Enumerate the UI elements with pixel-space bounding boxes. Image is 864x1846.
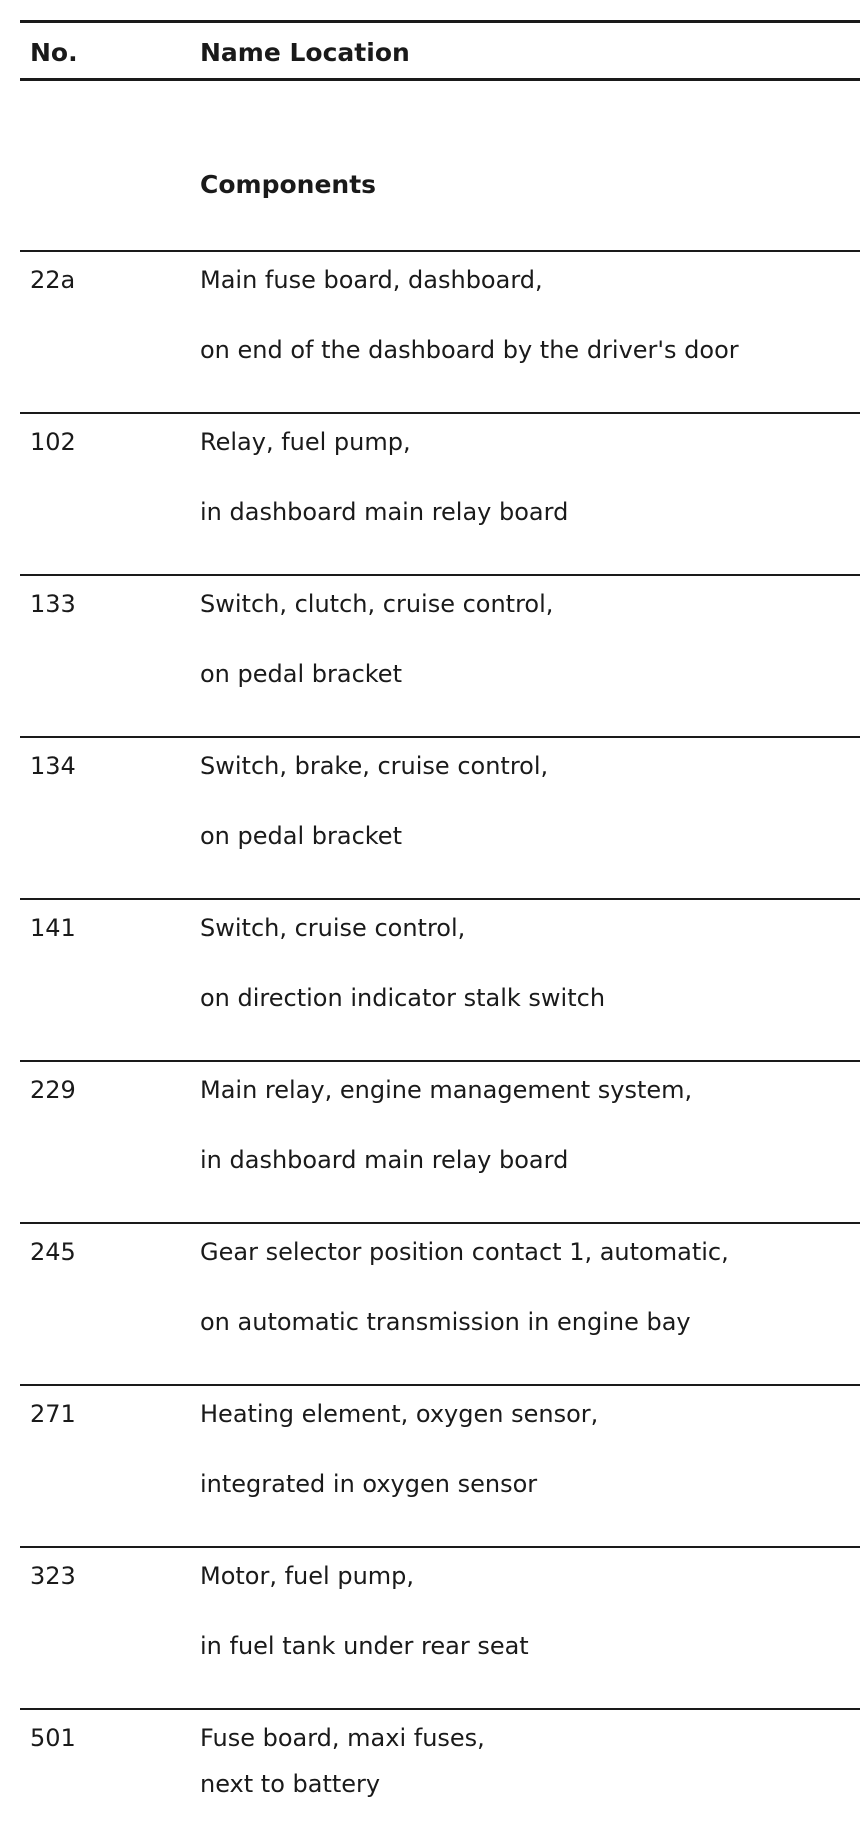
row-location: on pedal bracket xyxy=(200,822,402,850)
row-number: 245 xyxy=(30,1238,76,1266)
row-name: Switch, cruise control, xyxy=(200,914,466,942)
row-number: 134 xyxy=(30,752,76,780)
row-number: 102 xyxy=(30,428,76,456)
row-rule xyxy=(20,1060,860,1062)
row-rule xyxy=(20,412,860,414)
row-rule xyxy=(20,1546,860,1548)
row-location: on direction indicator stalk switch xyxy=(200,984,606,1012)
row-rule xyxy=(20,898,860,900)
row-location: in fuel tank under rear seat xyxy=(200,1632,529,1660)
row-name: Switch, brake, cruise control, xyxy=(200,752,549,780)
row-name: Relay, fuel pump, xyxy=(200,428,411,456)
row-name: Heating element, oxygen sensor, xyxy=(200,1400,599,1428)
row-number: 323 xyxy=(30,1562,76,1590)
header-rule xyxy=(20,78,860,81)
row-location: in dashboard main relay board xyxy=(200,498,569,526)
row-location: on automatic transmission in engine bay xyxy=(200,1308,691,1336)
row-location: on end of the dashboard by the driver's door xyxy=(200,336,739,364)
row-name: Motor, fuel pump, xyxy=(200,1562,415,1590)
row-number: 22a xyxy=(30,266,76,294)
row-name: Gear selector position contact 1, automatic, xyxy=(200,1238,729,1266)
row-name: Switch, clutch, cruise control, xyxy=(200,590,554,618)
row-location: in dashboard main relay board xyxy=(200,1146,569,1174)
row-rule xyxy=(20,250,860,252)
row-number: 501 xyxy=(30,1724,76,1752)
section-title: Components xyxy=(200,170,377,199)
row-name: Fuse board, maxi fuses, xyxy=(200,1724,485,1752)
column-header-no: No. xyxy=(30,38,78,67)
row-rule xyxy=(20,736,860,738)
row-location: on pedal bracket xyxy=(200,660,402,688)
row-number: 229 xyxy=(30,1076,76,1104)
row-name: Main fuse board, dashboard, xyxy=(200,266,543,294)
row-location: integrated in oxygen sensor xyxy=(200,1470,538,1498)
top-rule xyxy=(20,20,860,23)
row-location: next to battery xyxy=(200,1770,381,1798)
row-number: 133 xyxy=(30,590,76,618)
row-number: 141 xyxy=(30,914,76,942)
row-number: 271 xyxy=(30,1400,76,1428)
row-rule xyxy=(20,1708,860,1710)
row-rule xyxy=(20,574,860,576)
row-name: Main relay, engine management system, xyxy=(200,1076,693,1104)
column-header-name-location: Name Location xyxy=(200,38,410,67)
row-rule xyxy=(20,1384,860,1386)
row-rule xyxy=(20,1222,860,1224)
